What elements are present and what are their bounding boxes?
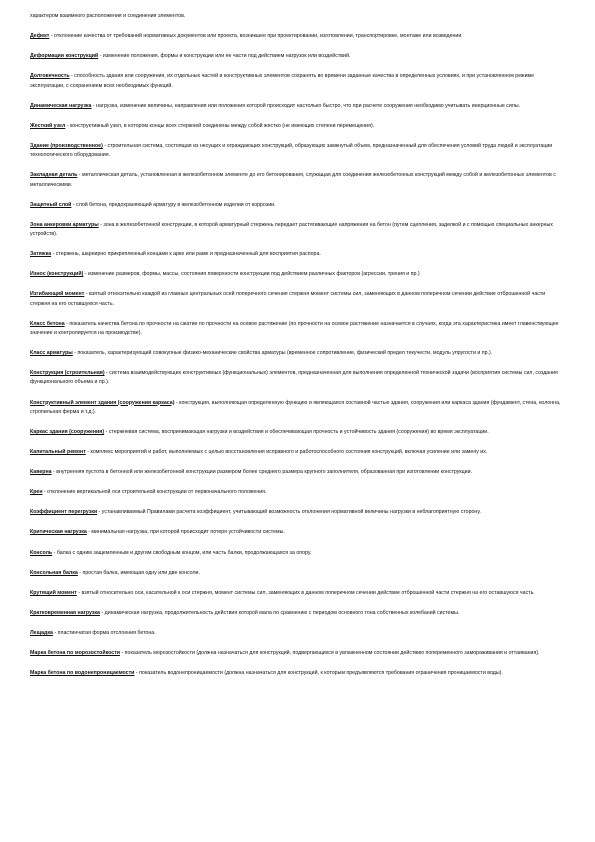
glossary-entry (30, 320, 561, 339)
glossary-entry (30, 250, 561, 259)
glossary-definition: - взятый относительно каждой из главных центральных осей поперечного сечения стержня момент системы сил, заменяющих в данном поперечном сечении действие отброшенной части стержня на его оставшуюся часть. (30, 291, 546, 307)
glossary-definition: - балка с одним защемленным и другим свободным концом, или часть балки, продолжающаяся за опору. (52, 549, 312, 556)
glossary-entry (30, 369, 561, 388)
glossary-term: Динамическая нагрузка (30, 102, 92, 109)
glossary-entry (30, 448, 561, 457)
glossary-term: Марка бетона по морозостойкости (30, 650, 121, 656)
glossary-entry (30, 270, 561, 279)
glossary-entry (30, 669, 561, 678)
continuation-text: характером взаимного расположения и соединения элементов. (30, 13, 186, 19)
glossary-definition: - показатель морозостойкости (должна назначаться для конструкций, подвергающихся в увлажненном состоянии действию попеременного замораживания и оттаивания). (120, 650, 540, 656)
glossary-definition: - устанавливаемый Правилами расчета коэффициент, учитывающий возможность отклонения нормативной величины нагрузки в неблагоприятную сторону. (97, 509, 481, 516)
glossary-term: Крутящий момент (30, 589, 77, 596)
glossary-definition: - зона в железобетонной конструкции, в которой арматурный стержень передает растягивающие напряжения на бетон (путем сцепления, заделкой и с помощью специальных анкерных устройств). (30, 221, 553, 238)
glossary-term: Деформации конструкций (30, 53, 99, 60)
glossary-entry (30, 290, 561, 309)
glossary-term: Здание (производственное) (30, 142, 103, 149)
glossary-definition: - изменение положения, формы и конструкции или ее части под действием нагрузок или воздействий. (98, 53, 351, 60)
glossary-entry (30, 72, 561, 91)
glossary-term: Износ (конструкций) (30, 271, 84, 278)
glossary-definition: - показатель, характеризующий совокупные физико-механические свойства арматуры (временное сопротивление, физический предел текучести, модуль упругости и пр.). (72, 350, 493, 357)
glossary-definition: - металлическая деталь, установленная в железобетонном элементе до его бетонирования, служащая для соединения железобетонных конструкций между собой и железобетонных элементов с металлическими. (30, 172, 556, 188)
glossary-entry (30, 549, 561, 558)
glossary-entry (30, 468, 561, 477)
glossary-term: Конструктивный элемент здания (сооружения каркаса) (30, 399, 175, 406)
glossary-term: Закладная деталь (30, 172, 78, 179)
glossary-entry (30, 32, 561, 41)
glossary-entry (30, 201, 561, 210)
glossary-definition: - внутренняя пустота в бетонной или железобетонной конструкции размером более среднего размера крупного заполнителя, образованная при изготовлении конструкции. (51, 469, 472, 476)
glossary-entry (30, 52, 561, 61)
glossary-term: Кратковременная нагрузка (30, 609, 100, 616)
glossary-term: Капитальный ремонт (30, 449, 86, 456)
glossary-term: Крен (30, 489, 43, 496)
glossary-term: Затяжка (30, 251, 52, 258)
glossary-entry (30, 142, 561, 161)
glossary-entry (30, 488, 561, 497)
glossary-definition: - строительная система, состоящая из несущих и ограждающих конструкций, образующих замкнутый объем, предназначенный для обеспечения условий труда людей и эксплуатации технологического оборудования. (30, 142, 553, 159)
glossary-definition: - показатель водонепроницаемости (должна назначаться для конструкций, к которым предъявляются требования ограничения проницаемости воды). (134, 670, 503, 677)
glossary-definition: - отклонение качества от требований нормативных документов или проекта, возникшее при проектировании, изготовлении, транспортировке, монтаже или возведении. (49, 33, 463, 40)
glossary-term: Каркас здания (сооружения) (30, 428, 105, 435)
glossary-term: Коэффициент перегрузки (30, 509, 98, 516)
glossary-entry (30, 399, 561, 418)
glossary-definition: - нагрузка, изменение величины, направления или положения которой происходит настолько быстро, что при расчете сооружения необходимо учитывать инерционные силы. (91, 102, 521, 109)
glossary-definition: - слой бетона, предохраняющий арматуру в железобетонном изделии от коррозии. (71, 201, 276, 208)
glossary-term: Конструкция (строительная) (30, 370, 105, 377)
glossary-definition: - простая балка, имеющая одну или две консоли. (77, 569, 200, 576)
glossary-definition: - конструктивный узел, в котором концы всех стержней соединены между собой жестко (не имеющих степени перемещения). (65, 122, 375, 129)
glossary-term: Долговечность (30, 73, 70, 80)
glossary-definition: - минимальная нагрузка, при которой происходит потеря устойчивости системы. (86, 529, 285, 536)
glossary-term: Зона анкеровки арматуры (30, 221, 99, 228)
glossary-term: Защитный слой (30, 201, 72, 208)
glossary-term: Каверна (30, 469, 52, 476)
glossary-definition: - пластинчатая форма отслоения бетона. (52, 629, 156, 636)
glossary-definition: - конструкция, выполняющая определенную функцию и являющаяся составной частью здания, сооружения или каркаса здания (фундамент, стена, колонна, стропильная ферма и т.д.). (30, 399, 561, 415)
glossary-term: Лещадка (30, 629, 53, 636)
glossary-definition: - взятый относительно оси, касательной к оси стержня, момент системы сил, заменяющих в данном поперечном сечении действие отброшенной части стержня на его оставшуюся часть. (76, 589, 535, 596)
glossary-entry (30, 221, 561, 240)
glossary-entry (30, 122, 561, 131)
glossary-term: Изгибающий момент (30, 291, 85, 298)
glossary-definition: - способность здания или сооружения, их отдельных частей и конструктивных элементов сохранять во времени заданные качества в определенных условиях, и при установленном режиме эксплуатации, с сохранением всех необходимых функций. (30, 73, 535, 89)
glossary-term: Класс бетона (30, 320, 65, 327)
glossary-term: Марка бетона по водонепроницаемости (30, 670, 135, 677)
glossary-definition: - стержневая система, воспринимающая нагрузки и воздействия и обеспечивающая прочность и устойчивость здания (сооружения) во время эксплуатации. (104, 428, 489, 435)
glossary-entry (30, 171, 561, 190)
glossary-entry (30, 349, 561, 358)
glossary-entry (30, 508, 561, 517)
glossary-definition: - отклонение вертикальной оси строительной конструкции от первоначального положения. (42, 489, 267, 496)
glossary-term: Консоль (30, 549, 53, 556)
glossary-entry (30, 589, 561, 598)
glossary-definition: - комплекс мероприятий и работ, выполняемых с целью восстановления исправного и работоспособного состояния конструкций, включая усиление или замену их. (85, 449, 488, 456)
glossary-definition: - динамическая нагрузка, продолжительность действия которой мала по сравнению с периодом основного тона собственных колебаний системы. (99, 609, 460, 616)
glossary-definition: - изменение размеров, формы, массы, состояния поверхности конструкции под действием различных факторов (агрессии, трения и пр.) (83, 271, 420, 278)
glossary-entry (30, 609, 561, 618)
glossary-definition: - показатель качества бетона по прочности на сжатие по прочности на осевое растяжение (по прочности на осевое растяжение назначается в случаях, когда эта характеристика имеет главенствующее значение и контролируется на производстве). (30, 320, 559, 336)
glossary-entry (30, 102, 561, 111)
glossary-entry (30, 528, 561, 537)
glossary-term: Жесткий узел (30, 122, 66, 129)
glossary-definition: - стержень, шарнирно прикрепленный концами к арке или раме и предназначенный для восприятия распора. (51, 251, 321, 258)
glossary-definition: - система взаимодействующих конструктивных (функциональных) элементов, предназначенная для выполнения определенной технической задачи (восприятия системы сил, создания функционального объема и пр.). (30, 370, 558, 386)
glossary-entry (30, 428, 561, 437)
glossary-term: Критическая нагрузка (30, 529, 87, 536)
glossary-entry (30, 569, 561, 578)
glossary-list (30, 32, 561, 678)
glossary-term: Класс арматуры (30, 350, 73, 357)
glossary-term: Дефект (30, 33, 50, 40)
glossary-entry (30, 649, 561, 658)
glossary-entry (30, 629, 561, 638)
glossary-term: Консольная балка (30, 569, 78, 576)
